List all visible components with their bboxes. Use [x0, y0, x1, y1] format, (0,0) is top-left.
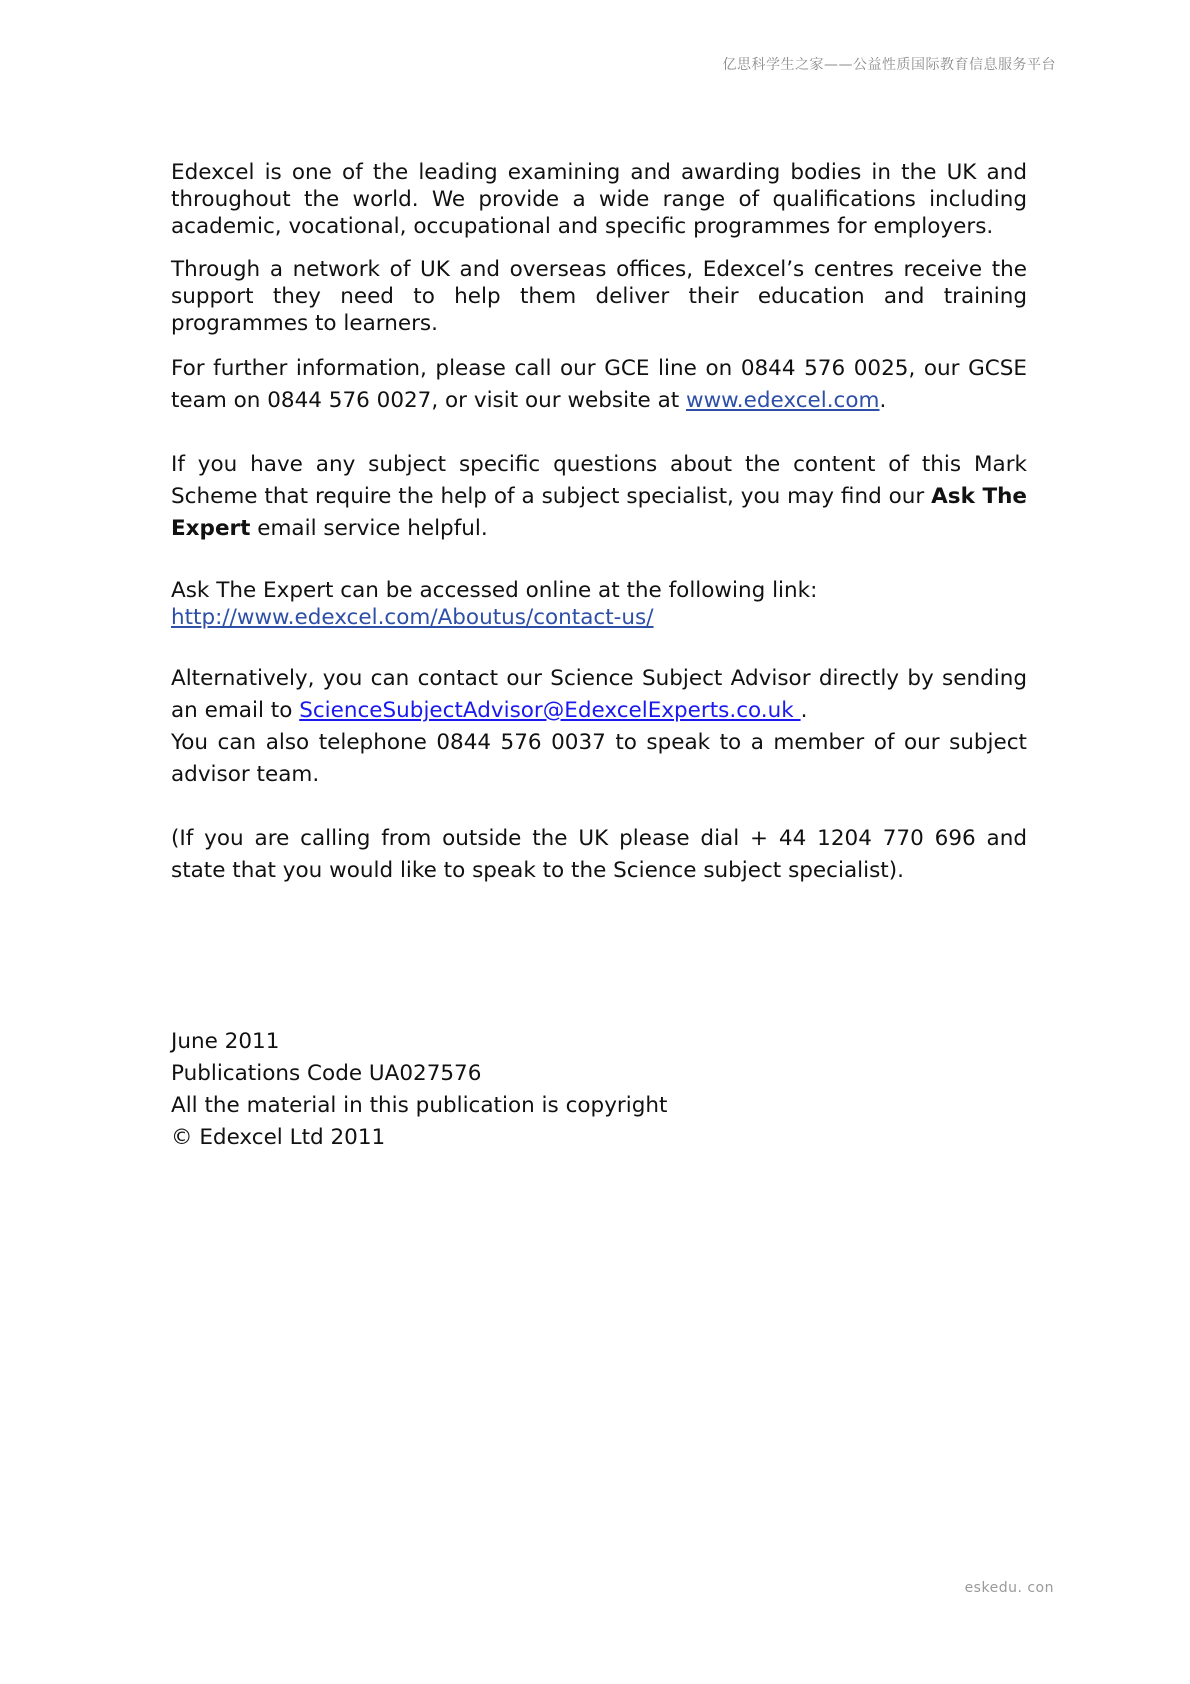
- website-link[interactable]: www.edexcel.com: [686, 388, 880, 413]
- intro-paragraph-3-end: .: [879, 388, 887, 413]
- document-body: [171, 159, 1027, 887]
- intro-paragraph-3-text: For further information, please call our GCE line on 0844 576 0025, our GCSE team on 0844 576 0027, or visit our website at: [171, 356, 1027, 413]
- intro-paragraph-3: [171, 353, 1027, 417]
- telephone-paragraph: You can also telephone 0844 576 0037 to speak to a member of our subject advisor team.: [171, 730, 1027, 787]
- expert-paragraph-end: email service helpful.: [250, 516, 488, 541]
- overseas-paragraph: (If you are calling from outside the UK please dial + 44 1204 770 696 and state that you would like to speak to the Science subject specialist).: [171, 826, 1027, 883]
- intro-paragraph-2: Through a network of UK and overseas offices, Edexcel’s centres receive the support they need to help them deliver their education and training programmes to learners.: [171, 257, 1027, 336]
- contact-us-link[interactable]: http://www.edexcel.com/Aboutus/contact-us/: [171, 605, 654, 630]
- expert-link-intro: Ask The Expert can be accessed online at the following link:: [171, 578, 818, 603]
- contact-paragraph-end: .: [800, 698, 808, 723]
- copyright-owner: © Edexcel Ltd 2011: [171, 1125, 386, 1150]
- email-link[interactable]: ScienceSubjectAdvisor@EdexcelExperts.co.uk: [299, 698, 801, 723]
- expert-link-paragraph: [171, 577, 1027, 631]
- publication-date: June 2011: [171, 1029, 280, 1054]
- header-watermark: 亿思科学生之家——公益性质国际教育信息服务平台: [722, 57, 1056, 73]
- contact-paragraph-text: Alternatively, you can contact our Science Subject Advisor directly by sending an email to: [171, 666, 1027, 723]
- footer-watermark: eskedu. con: [964, 1580, 1054, 1596]
- copyright-line: All the material in this publication is copyright: [171, 1093, 668, 1118]
- intro-paragraph-1: Edexcel is one of the leading examining and awarding bodies in the UK and throughout the world. We provide a wide range of qualifications including academic, vocational, occupational and specific programmes for employers.: [171, 160, 1027, 239]
- publication-info: [171, 1026, 667, 1154]
- publication-code: Publications Code UA027576: [171, 1061, 482, 1086]
- ask-the-expert-bold: Ask The Expert: [171, 484, 1027, 541]
- expert-paragraph: [171, 449, 1027, 545]
- expert-paragraph-text: If you have any subject specific questions about the content of this Mark Scheme that require the help of a subject specialist, you may find our: [171, 452, 1027, 509]
- contact-paragraph: [171, 663, 1027, 727]
